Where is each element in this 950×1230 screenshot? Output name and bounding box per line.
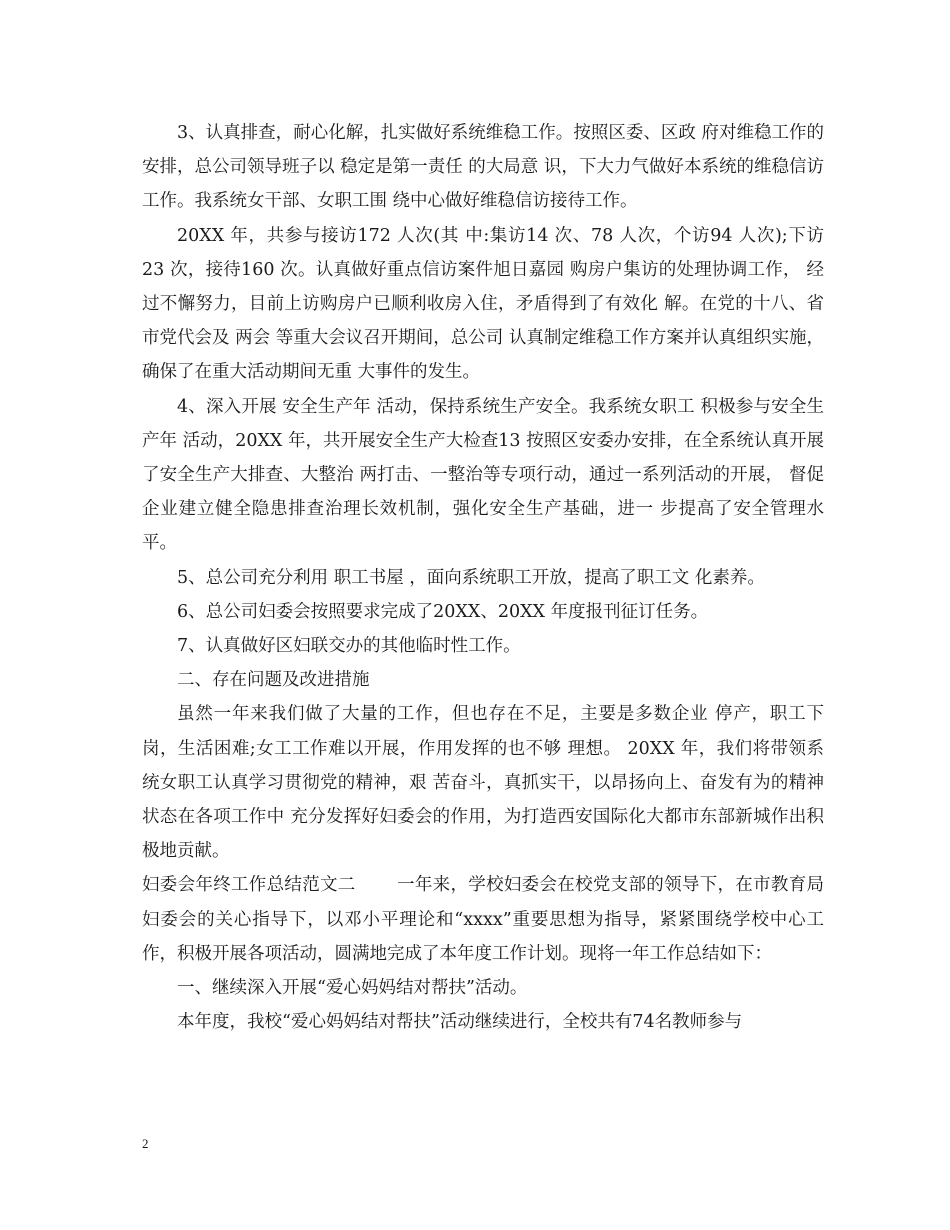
document-body xyxy=(142,116,824,1039)
paragraph-item-4: 4、深入开展 安全生产年 活动，保持系统生产安全。我系统女职工 积极参与安全生产年 活动，20XX 年，共开展安全生产大检查13 按照区安委办安排，在全系统认真开展了安全生产大排查、大整治 两打击、一整治等专项行动，通过一系列活动的开展， 督促企业建立健全隐患排查治理长效机制，强化安全生产基础，进一 步提高了安全管理水平。 xyxy=(142,396,824,554)
section-heading-activity: 一、继续深入开展“爱心妈妈结对帮扶”活动。 xyxy=(177,978,528,999)
section-heading-problems: 二、存在问题及改进措施 xyxy=(177,670,370,691)
paragraph-item-6: 6、总公司妇委会按照要求完成了20XX、20XX 年度报刊征订任务。 xyxy=(177,601,709,622)
page-number: 2 xyxy=(142,1136,149,1151)
paragraph-activity: 本年度，我校“爱心妈妈结对帮扶”活动继续进行，全校共有74名教师参与 xyxy=(177,1012,743,1033)
paragraph-item-7: 7、认真做好区妇联交办的其他临时性工作。 xyxy=(177,636,521,657)
paragraph-problems: 虽然一年来我们做了大量的工作，但也存在不足，主要是多数企业 停产，职工下岗，生活困难;女工工作难以开展，作用发挥的也不够 理想。 20XX 年，我们将带领系统女职工认真学习贯彻党的精神，艰 苦奋斗，真抓实干，以昂扬向上、奋发有为的精神状态在各项工作中 充分发挥好妇委会的作用，为打造西安国际化大都市东部新城作出积 极地贡献。 xyxy=(142,704,824,862)
paragraph-sample-two: 妇委会年终工作总结范文二 一年来，学校妇委会在校党支部的领导下，在市教育局妇委会的关心指导下，以邓小平理论和“xxxx”重要思想为指导，紧紧围绕学校中心工作，积极开展各项活动，圆满地完成了本年度工作计划。现将一年工作总结如下： xyxy=(142,875,824,964)
paragraph-visits-stats: 20XX 年，共参与接访172 人次(其 中:集访14 次、78 人次，个访94 人次);下访23 次，接待160 次。认真做好重点信访案件旭日嘉园 购房户集访的处理协调工作， 经过不懈努力，目前上访购房户已顺利收房入住，矛盾得到了有效化 解。在党的十八、省市党代会及 两会 等重大会议召开期间，总公司 认真制定维稳工作方案并认真组织实施，确保了在重大活动期间无重 大事件的发生。 xyxy=(142,225,824,383)
paragraph-item-3: 3、认真排查，耐心化解，扎实做好系统维稳工作。按照区委、区政 府对维稳工作的安排，总公司领导班子以 稳定是第一责任 的大局意 识，下大力气做好本系统的维稳信访工作。我系统女干部、女职工围 绕中心做好维稳信访接待工作。 xyxy=(142,123,824,212)
paragraph-item-5: 5、总公司充分利用 职工书屋 ，面向系统职工开放，提高了职工文 化素养。 xyxy=(177,567,765,588)
